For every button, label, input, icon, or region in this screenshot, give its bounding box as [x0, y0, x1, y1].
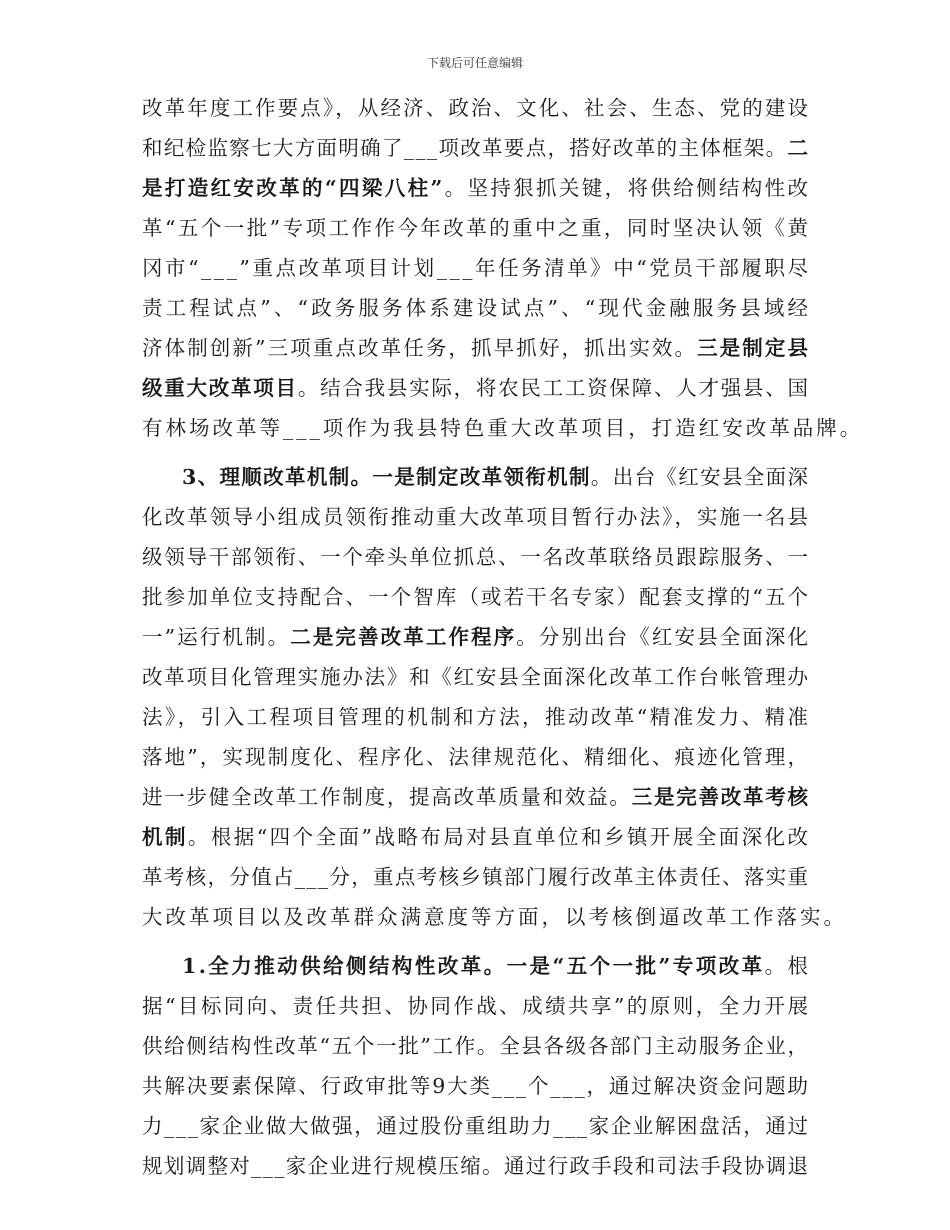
text-line — [0, 657, 950, 697]
text-segment: 。出台《红安县全面深 — [590, 465, 810, 489]
text-line — [0, 817, 950, 857]
text-line — [0, 497, 950, 537]
text-line — [0, 737, 950, 777]
text-line — [0, 288, 950, 328]
text-segment: 落地”，实现制度化、程序化、法律规范化、精细化、痕迹化管理， — [142, 745, 811, 769]
text-segment: 。结合我县实际，将农民工工资保障、人才强县、国 — [297, 376, 810, 400]
text-line — [0, 1146, 950, 1186]
text-segment: 一”运行机制。 — [142, 625, 291, 649]
text-line — [0, 857, 950, 897]
text-segment: 和纪检监察七大方面明确了___项改革要点，搭好改革的主体框架。 — [142, 136, 788, 160]
text-line — [0, 986, 950, 1026]
text-line — [0, 617, 950, 657]
text-line — [0, 328, 950, 368]
text-segment: 供给侧结构性改革“五个一批”工作。全县各级各部门主动服务企业， — [142, 1034, 810, 1058]
bold-text-segment: 二是完善改革工作程序 — [290, 625, 517, 649]
bold-text-segment: 是打造红安改革的“四梁八柱” — [142, 176, 445, 200]
text-segment: 规划调整对___家企业进行规模压缩。通过行政手段和司法手段协调退 — [142, 1154, 810, 1178]
bold-text-segment: 三是完善改革考核 — [631, 785, 810, 809]
text-segment: 改革年度工作要点》，从经济、政治、文化、社会、生态、党的建设 — [142, 96, 811, 120]
text-segment: 。坚持狠抓关键，将供给侧结构性改 — [444, 176, 811, 200]
bold-text-segment: 1.全力推动供给侧结构性改革。一是“五个一批”专项改革 — [182, 954, 765, 978]
text-segment: 责工程试点”、“政务服务体系建设试点”、“现代金融服务县域经 — [142, 296, 812, 320]
text-segment: 法》，引入工程项目管理的机制和方法，推动改革“精准发力、精准 — [142, 705, 811, 729]
text-line — [0, 88, 950, 128]
text-segment: 批参加单位支持配合、一个智库（或若干名专家）配套支撑的“五个 — [142, 585, 811, 609]
text-line — [0, 368, 950, 408]
text-line — [0, 577, 950, 617]
text-line — [0, 1026, 950, 1066]
text-segment: 进一步健全改革工作制度，提高改革质量和效益。 — [142, 785, 632, 809]
text-segment: 级领导干部领衔、一个牵头单位抓总、一名改革联络员跟踪服务、一 — [142, 545, 810, 569]
text-line — [0, 537, 950, 577]
text-segment: 革“五个一批”专项工作作今年改革的重中之重，同时坚决认领《黄 — [142, 216, 811, 240]
text-line — [0, 168, 950, 208]
text-segment: 大改革项目以及改革群众满意度等方面，以考核倒逼改革工作落实。 — [142, 905, 847, 929]
text-segment: 改革项目化管理实施办法》和《红安县全面深化改革工作台帐管理办 — [142, 665, 810, 689]
bold-text-segment: 二 — [787, 136, 810, 160]
text-segment: 革考核，分值占___分，重点考核乡镇部门履行改革主体责任、落实重 — [142, 865, 810, 889]
text-line — [0, 128, 950, 168]
text-line — [0, 697, 950, 737]
bold-text-segment: 级重大改革项目 — [142, 376, 298, 400]
page-header: 下载后可任意编辑 — [426, 56, 523, 70]
bold-text-segment: 机制 — [142, 825, 188, 849]
text-line — [0, 777, 950, 817]
text-segment: 力___家企业做大做强，通过股份重组助力___家企业解困盘活，通过 — [142, 1114, 810, 1138]
text-segment: 有林场改革等___项作为我县特色重大改革项目，打造红安改革品牌。 — [142, 416, 864, 440]
text-segment: 。分别出台《红安县全面深化 — [516, 625, 811, 649]
text-segment: 。根 — [764, 954, 811, 978]
text-line — [0, 1106, 950, 1146]
bold-text-segment: 3、理顺改革机制。一是制定改革领衔机制 — [182, 465, 591, 489]
text-line — [0, 208, 950, 248]
bold-text-segment: 三是制定县 — [697, 336, 811, 360]
text-segment: 共解决要素保障、行政审批等9大类___个___，通过解决资金问题助 — [142, 1074, 810, 1098]
text-line — [0, 1066, 950, 1106]
text-line — [0, 946, 950, 986]
text-segment: 据“目标同向、责任共担、协同作战、成绩共享”的原则，全力开展 — [142, 994, 811, 1018]
text-segment: 济体制创新”三项重点改革任务，抓早抓好，抓出实效。 — [142, 336, 698, 360]
text-line — [0, 248, 950, 288]
text-segment: 化改革领导小组成员领衔推动重大改革项目暂行办法》，实施一名县 — [142, 505, 811, 529]
text-line — [0, 897, 950, 937]
text-segment: 冈市“___”重点改革项目计划___年任务清单》中“党员干部履职尽 — [142, 256, 811, 280]
text-line — [0, 408, 950, 448]
text-segment: 。根据“四个全面”战略布局对县直单位和乡镇开展全面深化改 — [187, 825, 811, 849]
text-line — [0, 457, 950, 497]
